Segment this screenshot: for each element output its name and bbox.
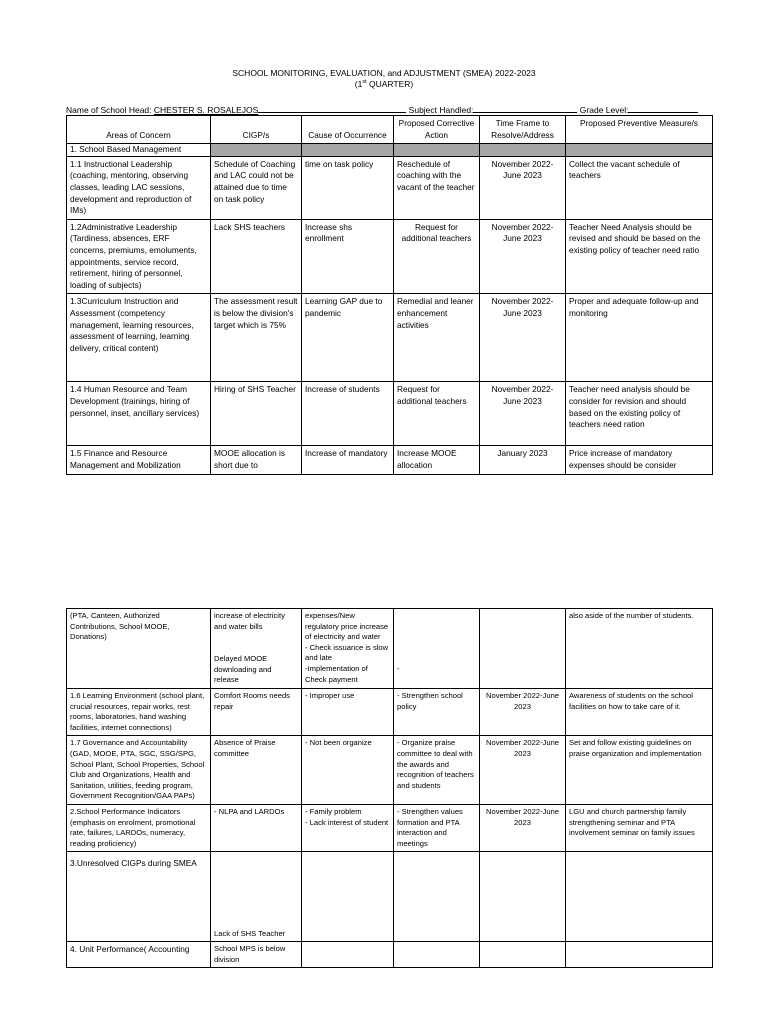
timeframe-cell: November 2022-June 2023 [480,736,566,805]
preventive-cell: LGU and church partnership family strengthening seminar and PTA involvement seminar on family issues [566,804,713,851]
area-cell: 1.7 Governance and Accountability (GAD, MOOE, PTA, SGC, SSG/SPG, School Plant, School Properties, School Club and Organizations, Health and Sanitation, utilities, feeding program, Government Recognition/GAA PAPs) [67,736,211,805]
timeframe-cell: November 2022-June 2023 [480,688,566,735]
timeframe-cell [480,609,566,689]
table-row [67,852,713,942]
cigp-cell: Absence of Praise committee [211,736,302,805]
smea-table-page-2 [66,608,713,968]
timeframe-cell: November 2022-June 2023 [480,219,566,294]
table-row [67,688,713,735]
document-title [0,68,768,90]
section-title: 1. School Based Management [67,144,211,157]
table-row [67,804,713,851]
school-head-blank [258,104,406,113]
table-row [67,382,713,446]
action-cell: Increase MOOE allocation [394,446,480,474]
cigp-cell: Lack of SHS Teacher [211,852,302,942]
cause-cell: Increase shs enrollment [302,219,394,294]
timeframe-cell: November 2022-June 2023 [480,294,566,382]
action-cell: Reschedule of coaching with the vacant of the teacher [394,156,480,219]
grade-blank [628,104,698,113]
preventive-cell: Price increase of mandatory expenses should be consider [566,446,713,474]
title-line-2: (1st QUARTER) [354,79,414,89]
cause-cell: Increase of students [302,382,394,446]
cause-text-a: expenses/New regulatory price increase of electricity and water [305,611,389,642]
cause-cell: - Improper use [302,688,394,735]
smea-table-page-1 [66,115,713,475]
timeframe-cell: November 2022-June 2023 [480,156,566,219]
grade-label: Grade Level: [579,105,629,115]
table-row [67,219,713,294]
cigp-cell: The assessment result is below the division's target which is 75% [211,294,302,382]
table-row [67,156,713,219]
preventive-cell: Set and follow existing guidelines on praise organization and implementation [566,736,713,805]
cause-cell: - Family problem - Lack interest of student [302,804,394,851]
cigp-cell: Comfort Rooms needs repair [211,688,302,735]
cause-cell: Increase of mandatory [302,446,394,474]
table-row [67,942,713,968]
area-cell: 1.5 Finance and Resource Management and Mobilization [67,446,211,474]
timeframe-cell: January 2023 [480,446,566,474]
preventive-cell: Awareness of students on the school facilities on how to take care of it. [566,688,713,735]
cigp-cell: Lack SHS teachers [211,219,302,294]
area-cell: 1.4 Human Resource and Team Development (trainings, hiring of personnel, inset, ancillary services) [67,382,211,446]
area-cell: 1.6 Learning Environment (school plant, crucial resources, repair works, rest rooms, laboratories, hand washing facilities, internet connections) [67,688,211,735]
cause-text-c: -Implementation of Check payment [305,663,368,684]
section-row [67,144,713,157]
subject-blank [473,104,577,113]
preventive-cell: Collect the vacant schedule of teachers [566,156,713,219]
title-line-1: SCHOOL MONITORING, EVALUATION, and ADJUSTMENT (SMEA) 2022-2023 [232,68,536,78]
header-preventive: Proposed Preventive Measure/s [566,116,713,144]
timeframe-cell: November 2022-June 2023 [480,382,566,446]
table-row [67,446,713,474]
cigp-cell: School MPS is below division [211,942,302,968]
action-text: - [397,664,400,673]
header-cause: Cause of Occurrence [302,116,394,144]
cause-cell: - Not been organize [302,736,394,805]
action-cell: - Strengthen school policy [394,688,480,735]
timeframe-cell: November 2022-June 2023 [480,804,566,851]
cause-cell: Learning GAP due to pandemic [302,294,394,382]
header-timeframe: Time Frame to Resolve/Address [480,116,566,144]
header-cigp: CIGP/s [211,116,302,144]
cigp-cell [211,609,302,689]
action-cell: - Strengthen values formation and PTA interaction and meetings [394,804,480,851]
cause-cell [302,609,394,689]
area-cell: 1.1 Instructional Leadership (coaching, mentoring, observing classes, leading LAC sessions, development and reproduction of IMs) [67,156,211,219]
area-cell: 3.Unresolved CIGPs during SMEA [67,852,211,942]
action-cell: - Organize praise committee to deal with the awards and recognition of teachers and students [394,736,480,805]
header-areas: Areas of Concern [67,116,211,144]
action-cell: Remedial and leaner enhancement activities [394,294,480,382]
cigp-cell: - NLPA and LARDOs [211,804,302,851]
header-line [66,104,706,115]
school-head-value: CHESTER S. ROSALEJOS [153,105,259,115]
table-row [67,294,713,382]
table-row [67,736,713,805]
table-row [67,609,713,689]
preventive-cell: Teacher need analysis should be consider for revision and should based on the existing policy of teachers need ration [566,382,713,446]
school-head-label: Name of School Head: [66,105,152,115]
header-proposed: Proposed Corrective Action [394,116,480,144]
preventive-cell: Proper and adequate follow-up and monitoring [566,294,713,382]
preventive-cell: also aside of the number of students. [566,609,713,689]
area-cell: 2.School Performance Indicators (emphasis on enrolment, promotional rate, failures, LARDOs, numeracy, reading proficiency) [67,804,211,851]
area-cell: 1.3Curriculum Instruction and Assessment (competency management, learning resources, assessment of learning, learning delivery, critical content) [67,294,211,382]
area-cell: 4. Unit Performance( Accounting [67,942,211,968]
cigp-text-b: Delayed MOOE downloading and release [214,654,272,685]
cigp-cell: Schedule of Coaching and LAC could not be attained due to time on task policy [211,156,302,219]
area-cell: (PTA, Canteen, Authorized Contributions, School MOOE, Donations) [67,609,211,689]
cause-text-b: - Check issuance is slow and late [305,642,389,663]
preventive-cell: Teacher Need Analysis should be revised and should be based on the existing policy of teacher need ratio [566,219,713,294]
cause-cell: time on task policy [302,156,394,219]
action-cell [394,609,480,689]
action-cell: Request for additional teachers [394,219,480,294]
area-cell: 1.2Administrative Leadership (Tardiness, absences, ERF concerns, premiums, emoluments, appointments, service record, retirement, hiring of personnel, loading of subjects) [67,219,211,294]
table-header-row [67,116,713,144]
subject-label: Subject Handled: [408,105,474,115]
cigp-text-a: increase of electricity and water bills [214,611,285,631]
cigp-cell: Hiring of SHS Teacher [211,382,302,446]
action-cell: Request for additional teachers [394,382,480,446]
cigp-cell: MOOE allocation is short due to [211,446,302,474]
